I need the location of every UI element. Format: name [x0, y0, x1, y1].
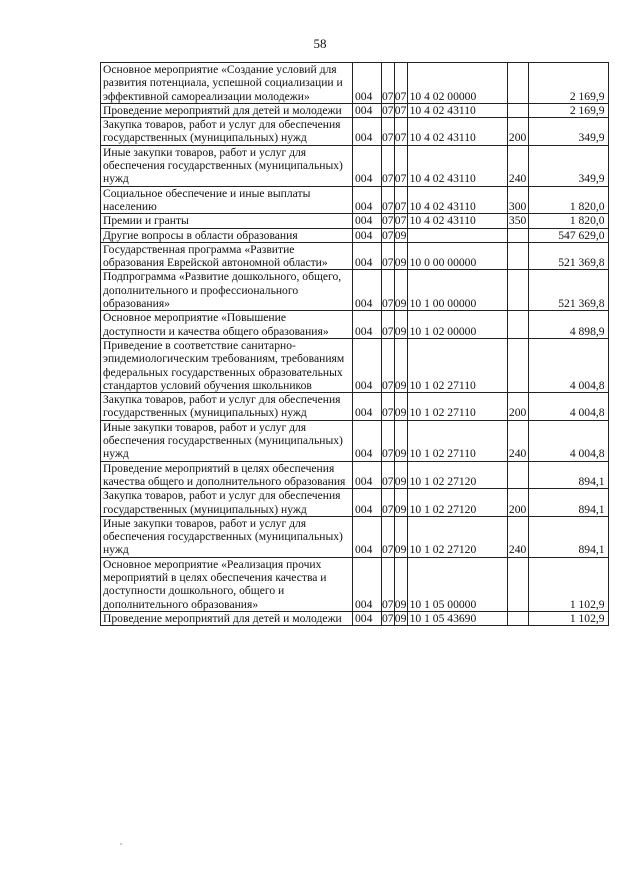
- row-name-cell: Иные закупки товаров, работ и услуг для обеспечения государственных (муниципальных) нужд: [101, 420, 353, 461]
- ministry-code-cell: 004: [353, 461, 382, 489]
- target-article-cell: 10 4 02 43110: [407, 214, 507, 228]
- section-code-cell: 07: [382, 393, 395, 421]
- row-name-cell: Проведение мероприятий для детей и молодежи: [101, 103, 353, 117]
- expense-type-cell: 200: [507, 489, 528, 517]
- amount-cell: 547 629,0: [528, 228, 608, 242]
- target-article-cell: 10 4 02 43110: [407, 186, 507, 214]
- section-code-cell: 07: [382, 611, 394, 625]
- target-article-cell: 10 4 02 43110: [407, 103, 507, 117]
- row-name-cell: Социальное обеспечение и иные выплаты населению: [101, 186, 353, 214]
- table-row: [101, 214, 609, 228]
- table-row: [101, 186, 609, 214]
- table-row: [101, 516, 609, 557]
- ministry-code-cell: 004: [353, 611, 382, 625]
- amount-cell: 1 820,0: [528, 214, 608, 228]
- budget-table: [100, 62, 609, 626]
- row-name-cell: Основное мероприятие «Реализация прочих мероприятий в целях обеспечения качества и доступности дошкольного, общего и дополнительного образования»: [101, 557, 353, 611]
- expense-type-cell: [507, 228, 528, 242]
- amount-cell: 4 004,8: [528, 420, 608, 461]
- amount-cell: 349,9: [528, 145, 608, 186]
- section-code-cell: 07: [382, 420, 395, 461]
- amount-cell: 894,1: [528, 516, 608, 557]
- ministry-code-cell: 004: [353, 393, 382, 421]
- expense-type-cell: 350: [508, 214, 527, 228]
- expense-type-cell: 240: [507, 420, 528, 461]
- section-code-cell: 07: [382, 489, 395, 517]
- row-name-cell: Проведение мероприятий в целях обеспечения качества общего и дополнительного образования: [101, 461, 353, 489]
- expense-type-cell: [507, 611, 528, 625]
- amount-cell: 4 898,9: [528, 311, 608, 339]
- expense-type-cell: 300: [507, 186, 528, 214]
- expense-type-cell: [507, 461, 528, 489]
- row-name-cell: Другие вопросы в области образования: [101, 228, 353, 242]
- amount-cell: 2 169,9: [528, 63, 608, 104]
- table-row: [101, 242, 609, 270]
- target-article-cell: 10 1 02 27120: [407, 516, 507, 557]
- amount-cell: 1 820,0: [528, 186, 608, 214]
- target-article-cell: 10 1 02 00000: [407, 311, 507, 339]
- target-article-cell: 10 1 02 27110: [407, 338, 507, 392]
- section-code-cell: 07: [382, 186, 395, 214]
- target-article-cell: 10 1 02 27120: [407, 489, 507, 517]
- ministry-code-cell: 004: [353, 270, 382, 311]
- table-row: [101, 420, 609, 461]
- ministry-code-cell: 004: [353, 489, 382, 517]
- section-code-cell: 07: [382, 461, 395, 489]
- expense-type-cell: [507, 338, 528, 392]
- target-article-cell: 10 0 00 00000: [407, 242, 507, 270]
- subsection-code-cell: 07: [394, 186, 407, 214]
- target-article-cell: 10 1 05 00000: [407, 557, 507, 611]
- target-article-cell: 10 4 02 43110: [407, 118, 507, 146]
- row-name-cell: Основное мероприятие «Создание условий для развития потенциала, успешной социализации и эффективной самореализации молодежи»: [101, 63, 353, 104]
- ministry-code-cell: 004: [353, 311, 382, 339]
- subsection-code-cell: 09: [394, 311, 407, 339]
- ministry-code-cell: 004: [353, 186, 382, 214]
- amount-cell: 4 004,8: [528, 393, 608, 421]
- row-name-cell: Иные закупки товаров, работ и услуг для обеспечения государственных (муниципальных) нужд: [101, 516, 353, 557]
- subsection-code-cell: 07: [394, 118, 407, 146]
- target-article-cell: 10 1 00 00000: [407, 270, 507, 311]
- expense-type-cell: [507, 242, 528, 270]
- subsection-code-cell: 09: [394, 242, 407, 270]
- row-name-cell: Иные закупки товаров, работ и услуг для обеспечения государственных (муниципальных) нужд: [101, 145, 353, 186]
- section-code-cell: 07: [382, 311, 395, 339]
- amount-cell: 894,1: [528, 489, 608, 517]
- expense-type-cell: [507, 557, 528, 611]
- table-row: [101, 489, 609, 517]
- section-code-cell: 07: [382, 270, 395, 311]
- table-row: [101, 611, 609, 625]
- row-name-cell: Приведение в соответствие санитарно-эпидемиологическим требованиям, требованиям федеральных государственных образовательных стандартов условий обучения школьников: [101, 338, 353, 392]
- row-name-cell: Премии и гранты: [101, 214, 353, 228]
- amount-cell: 2 169,9: [528, 103, 608, 117]
- section-code-cell: 07: [382, 118, 395, 146]
- target-article-cell: 10 1 02 27110: [407, 420, 507, 461]
- subsection-code-cell: 09: [394, 461, 407, 489]
- expense-type-cell: [507, 63, 528, 104]
- subsection-code-cell: 07: [394, 63, 407, 104]
- target-article-cell: 10 4 02 43110: [407, 145, 507, 186]
- row-name-cell: Государственная программа «Развитие образования Еврейской автономной области»: [101, 242, 353, 270]
- amount-cell: 1 102,9: [528, 611, 608, 625]
- subsection-code-cell: 07: [394, 145, 407, 186]
- row-name-cell: Подпрограмма «Развитие дошкольного, общего, дополнительного и профессионального образования»: [101, 270, 353, 311]
- scan-speck: [120, 843, 122, 845]
- ministry-code-cell: 004: [353, 557, 382, 611]
- amount-cell: 4 004,8: [528, 338, 608, 392]
- table-row: [101, 557, 609, 611]
- subsection-code-cell: 09: [394, 516, 407, 557]
- section-code-cell: 07: [382, 145, 395, 186]
- ministry-code-cell: 004: [353, 420, 382, 461]
- expense-type-cell: 240: [507, 516, 528, 557]
- target-article-cell: 10 1 05 43690: [407, 611, 507, 625]
- expense-type-cell: [507, 311, 528, 339]
- ministry-code-cell: 004: [353, 103, 382, 117]
- ministry-code-cell: 004: [353, 516, 382, 557]
- table-row: [101, 461, 609, 489]
- expense-type-cell: [507, 103, 528, 117]
- section-code-cell: 07: [382, 63, 395, 104]
- table-row: [101, 145, 609, 186]
- section-code-cell: 07: [382, 103, 394, 117]
- expense-type-cell: 240: [507, 145, 528, 186]
- amount-cell: 521 369,8: [528, 270, 608, 311]
- row-name-cell: Закупка товаров, работ и услуг для обеспечения государственных (муниципальных) нужд: [101, 393, 353, 421]
- subsection-code-cell: 09: [394, 489, 407, 517]
- subsection-code-cell: 09: [394, 338, 407, 392]
- subsection-code-cell: 07: [394, 103, 407, 117]
- target-article-cell: 10 1 02 27110: [407, 393, 507, 421]
- expense-type-cell: 200: [507, 118, 528, 146]
- amount-cell: 1 102,9: [528, 557, 608, 611]
- row-name-cell: Проведение мероприятий для детей и молодежи: [101, 611, 353, 625]
- amount-cell: 349,9: [528, 118, 608, 146]
- table-row: [101, 63, 609, 104]
- expense-type-cell: 200: [507, 393, 528, 421]
- ministry-code-cell: 004: [353, 338, 382, 392]
- row-name-cell: Основное мероприятие «Повышение доступности и качества общего образования»: [101, 311, 353, 339]
- row-name-cell: Закупка товаров, работ и услуг для обеспечения государственных (муниципальных) нужд: [101, 489, 353, 517]
- target-article-cell: 10 4 02 00000: [407, 63, 507, 104]
- ministry-code-cell: 004: [353, 118, 382, 146]
- subsection-code-cell: 09: [394, 557, 407, 611]
- ministry-code-cell: 004: [353, 242, 382, 270]
- section-code-cell: 07: [382, 214, 394, 228]
- ministry-code-cell: 004: [353, 63, 382, 104]
- target-article-cell: 10 1 02 27120: [407, 461, 507, 489]
- row-name-cell: Закупка товаров, работ и услуг для обеспечения государственных (муниципальных) нужд: [101, 118, 353, 146]
- table-body: [101, 63, 609, 626]
- expense-type-cell: [507, 270, 528, 311]
- ministry-code-cell: 004: [353, 145, 382, 186]
- subsection-code-cell: 07: [394, 214, 407, 228]
- amount-cell: 521 369,8: [528, 242, 608, 270]
- table-row: [101, 338, 609, 392]
- subsection-code-cell: 09: [394, 270, 407, 311]
- table-row: [101, 103, 609, 117]
- table-row: [101, 393, 609, 421]
- section-code-cell: 07: [382, 228, 394, 242]
- section-code-cell: 07: [382, 338, 395, 392]
- section-code-cell: 07: [382, 516, 395, 557]
- amount-cell: 894,1: [528, 461, 608, 489]
- section-code-cell: 07: [382, 557, 395, 611]
- page-number: 58: [313, 36, 327, 51]
- target-article-cell: [407, 228, 507, 242]
- subsection-code-cell: 09: [394, 393, 407, 421]
- table-row: [101, 270, 609, 311]
- section-code-cell: 07: [382, 242, 395, 270]
- ministry-code-cell: 004: [353, 228, 382, 242]
- subsection-code-cell: 09: [394, 228, 407, 242]
- subsection-code-cell: 09: [394, 611, 407, 625]
- table-row: [101, 228, 609, 242]
- table-row: [101, 118, 609, 146]
- ministry-code-cell: 004: [353, 214, 382, 228]
- table-row: [101, 311, 609, 339]
- subsection-code-cell: 09: [394, 420, 407, 461]
